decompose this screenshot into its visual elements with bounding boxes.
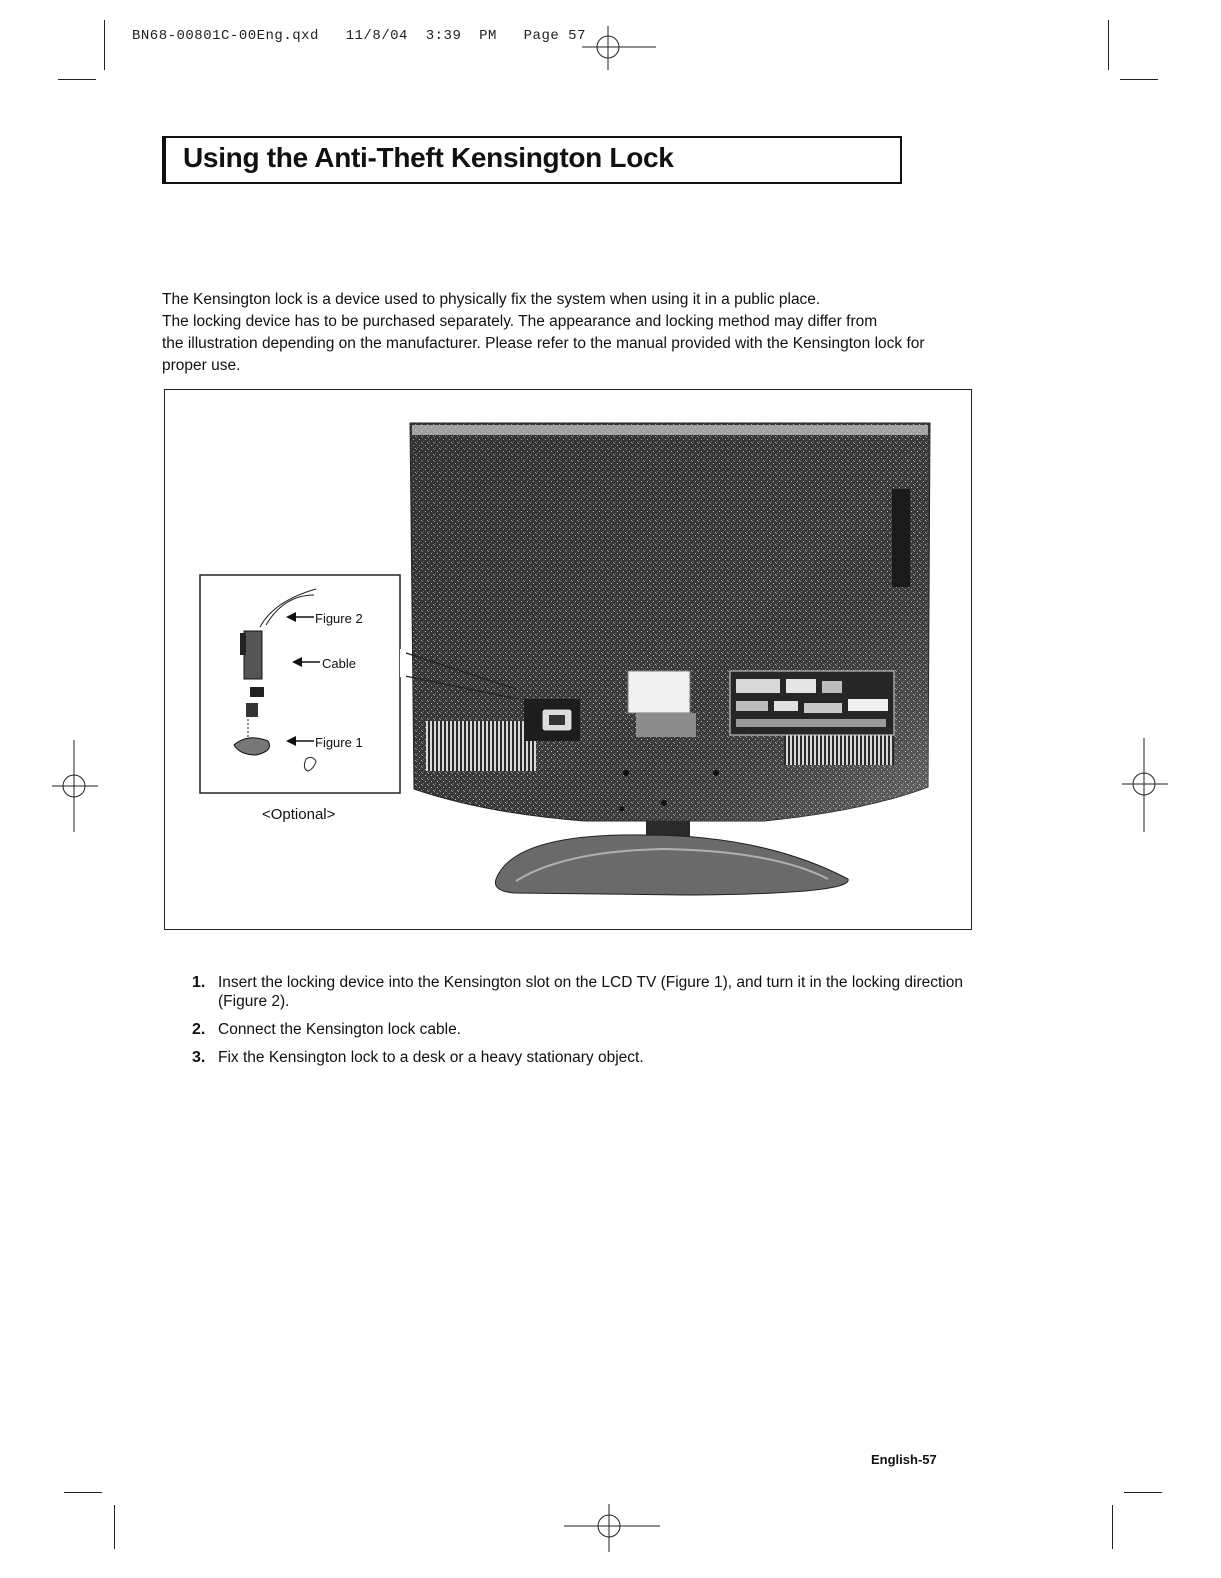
crop-mark-top-right-horizontal	[1120, 79, 1158, 80]
step-text: Fix the Kensington lock to a desk or a heavy stationary object.	[218, 1049, 644, 1066]
step-item	[192, 1020, 992, 1039]
crop-mark-top-left-vertical	[104, 20, 105, 70]
registration-mark-bottom-icon	[564, 1504, 660, 1552]
step-number: 3.	[192, 1049, 206, 1066]
print-slug: BN68-00801C-00Eng.qxd 11/8/04 3:39 PM Page 57	[132, 28, 586, 44]
registration-mark-left-icon	[52, 740, 98, 832]
step-text: Connect the Kensington lock cable.	[218, 1021, 461, 1038]
crop-mark-bottom-left-vertical	[114, 1505, 115, 1549]
page-title: Using the Anti-Theft Kensington Lock	[183, 142, 674, 173]
intro-line: The Kensington lock is a device used to physically fix the system when using it in a public place.	[162, 291, 821, 308]
page-number: English-57	[871, 1452, 937, 1467]
crop-mark-bottom-left-horizontal	[64, 1492, 102, 1493]
illustration	[164, 389, 972, 930]
crop-mark-bottom-right-horizontal	[1124, 1492, 1162, 1493]
tv-rear-panel	[410, 423, 930, 821]
intro-line: The locking device has to be purchased separately. The appearance and locking method may differ from	[162, 313, 878, 330]
registration-mark-top-icon	[582, 26, 658, 70]
intro-line: the illustration depending on the manufacturer. Please refer to the manual provided with the Kensington lock for	[162, 335, 925, 352]
inset-label-figure1: Figure 1	[315, 735, 363, 750]
step-number: 2.	[192, 1021, 206, 1038]
step-number: 1.	[192, 974, 206, 991]
inset-box	[200, 575, 400, 793]
crop-mark-bottom-right-vertical	[1112, 1505, 1113, 1549]
step-item	[192, 1048, 992, 1067]
figure-caption: <Optional>	[262, 806, 336, 823]
inset-label-figure2: Figure 2	[315, 611, 363, 626]
crop-mark-top-left-horizontal	[58, 79, 96, 80]
intro-paragraph	[162, 289, 962, 377]
registration-mark-right-icon	[1122, 738, 1168, 832]
intro-line: proper use.	[162, 357, 241, 374]
tv-stand	[495, 821, 848, 895]
instruction-steps	[192, 973, 992, 1076]
inset-label-cable: Cable	[322, 656, 356, 671]
step-item	[192, 973, 992, 1011]
step-text: Insert the locking device into the Kensington slot on the LCD TV (Figure 1), and turn it in the locking direction (Figure 2).	[218, 974, 963, 1010]
crop-mark-top-right-vertical	[1108, 20, 1109, 70]
